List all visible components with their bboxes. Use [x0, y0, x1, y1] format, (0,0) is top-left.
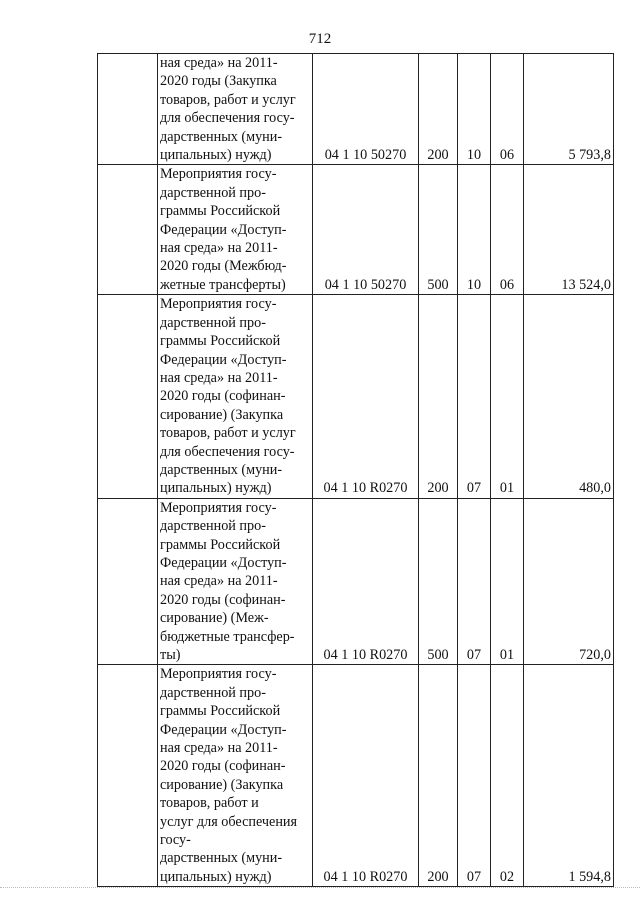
blank-cell	[98, 165, 158, 295]
target-article-code-cell: 04 1 10 R0270	[313, 498, 419, 665]
section-cell: 07	[458, 498, 491, 665]
expense-type-cell: 500	[419, 498, 458, 665]
blank-cell	[98, 295, 158, 498]
amount-cell: 480,0	[524, 295, 614, 498]
expense-type-cell: 200	[419, 295, 458, 498]
blank-cell	[98, 54, 158, 165]
subsection-cell: 06	[491, 165, 524, 295]
expense-name-cell: ная среда» на 2011- 2020 годы (Закупка товаров, работ и услуг для обеспечения госу- дарственных (муни- ципальных) нужд)	[158, 54, 313, 165]
subsection-cell: 01	[491, 498, 524, 665]
section-cell: 10	[458, 165, 491, 295]
subsection-cell: 06	[491, 54, 524, 165]
expense-type-cell: 200	[419, 665, 458, 887]
target-article-code-cell: 04 1 10 R0270	[313, 665, 419, 887]
table-row	[98, 165, 614, 295]
table-row	[98, 295, 614, 498]
target-article-code-cell: 04 1 10 50270	[313, 54, 419, 165]
expense-name-cell: Мероприятия госу- дарственной про- граммы Российской Федерации «Доступ- ная среда» на 2011- 2020 годы (софинан- сирование) (Закупка товаров, работ и услуг для обеспечения госу- дарственных (муни- ципальных) нужд)	[158, 295, 313, 498]
page-number: 712	[308, 31, 332, 47]
amount-cell: 1 594,8	[524, 665, 614, 887]
subsection-cell: 01	[491, 295, 524, 498]
blank-cell	[98, 665, 158, 887]
target-article-code-cell: 04 1 10 R0270	[313, 295, 419, 498]
section-cell: 07	[458, 295, 491, 498]
scan-edge-divider	[0, 887, 640, 889]
budget-table	[97, 53, 614, 887]
amount-cell: 5 793,8	[524, 54, 614, 165]
amount-cell: 720,0	[524, 498, 614, 665]
expense-type-cell: 500	[419, 165, 458, 295]
expense-type-cell: 200	[419, 54, 458, 165]
table-row	[98, 54, 614, 165]
target-article-code-cell: 04 1 10 50270	[313, 165, 419, 295]
blank-cell	[98, 498, 158, 665]
section-cell: 07	[458, 665, 491, 887]
table-row	[98, 665, 614, 887]
table-row	[98, 498, 614, 665]
expense-name-cell: Мероприятия госу- дарственной про- граммы Российской Федерации «Доступ- ная среда» на 2011- 2020 годы (софинан- сирование) (Закупка товаров, работ и услуг для обеспечения госу- дарственных (муни- ципальных) нужд)	[158, 665, 313, 887]
amount-cell: 13 524,0	[524, 165, 614, 295]
section-cell: 10	[458, 54, 491, 165]
expense-name-cell: Мероприятия госу- дарственной про- граммы Российской Федерации «Доступ- ная среда» на 2011- 2020 годы (Межбюд- жетные трансферты)	[158, 165, 313, 295]
subsection-cell: 02	[491, 665, 524, 887]
expense-name-cell: Мероприятия госу- дарственной про- граммы Российской Федерации «Доступ- ная среда» на 2011- 2020 годы (софинан- сирование) (Меж- бюджетные трансфер- ты)	[158, 498, 313, 665]
